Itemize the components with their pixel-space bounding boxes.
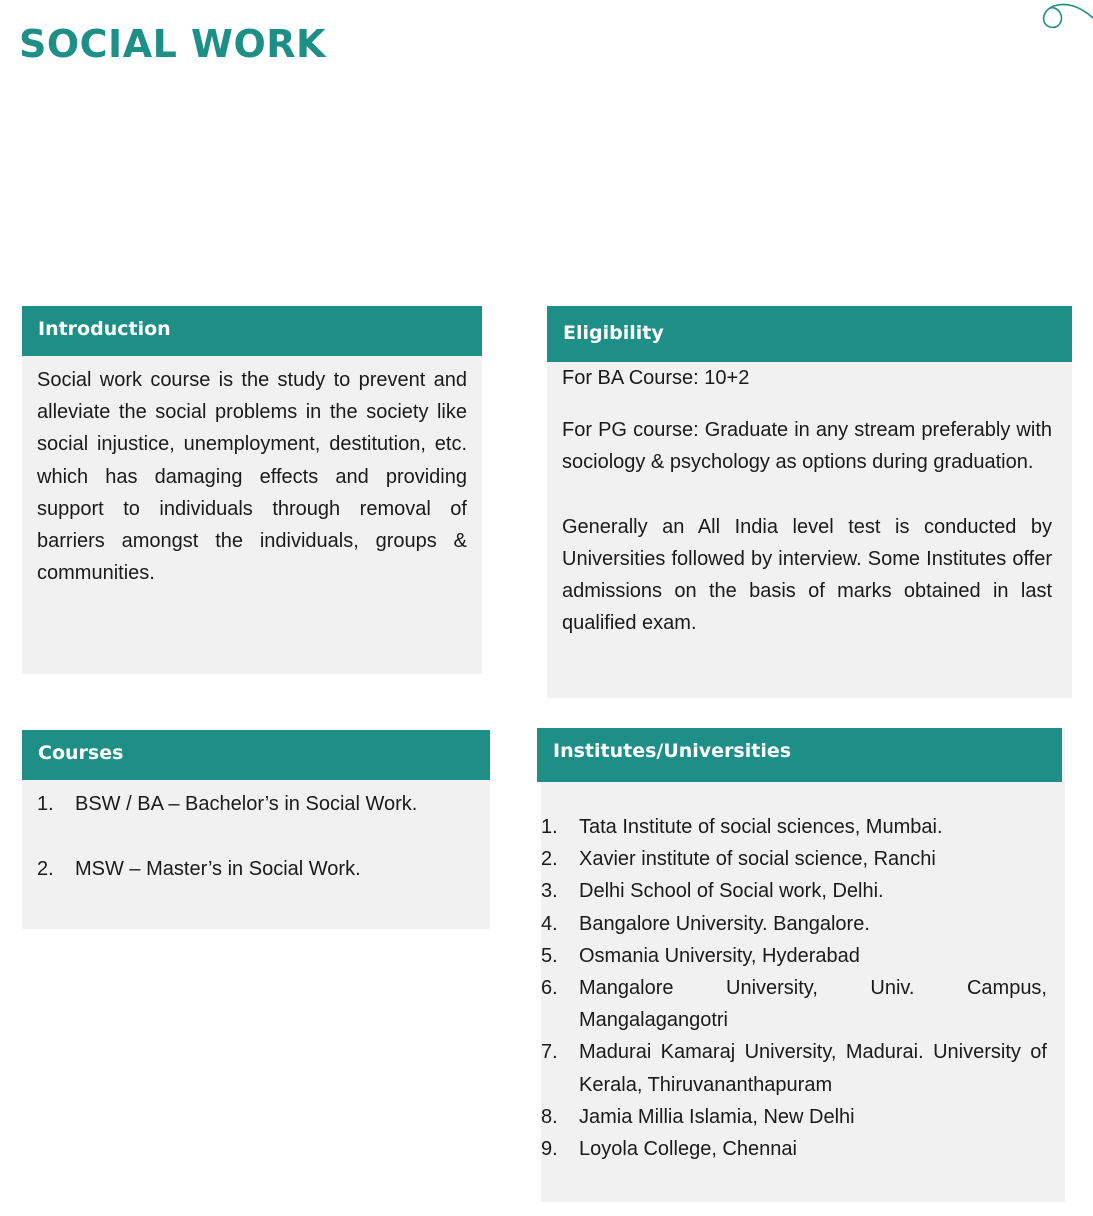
list-item (541, 940, 1047, 972)
eligibility-card (547, 306, 1072, 698)
institute-name: Xavier institute of social science, Ranchi (579, 848, 936, 871)
list-item (541, 1101, 1047, 1133)
list-item (541, 875, 1047, 907)
list-number: 3. (541, 880, 558, 903)
list-number: 2. (37, 858, 54, 881)
institutes-card (541, 728, 1065, 1202)
course-name: BSW / BA – Bachelor’s in Social Work. (75, 793, 418, 815)
list-item (541, 908, 1047, 940)
introduction-text: Social work course is the study to prevent and alleviate the social problems in the society like social injustice, unemployment, destitution, etc. which has damaging effects and providing support to individuals through removal of barriers amongst the individuals, groups & communities. (37, 369, 467, 585)
institute-name: Jamia Millia Islamia, New Delhi (579, 1105, 855, 1128)
list-item (37, 788, 475, 820)
institutes-heading: Institutes/Universities (537, 728, 1062, 782)
list-number: 8. (541, 1105, 558, 1128)
list-number: 5. (541, 944, 558, 967)
list-item (541, 972, 1047, 1036)
introduction-heading: Introduction (22, 306, 482, 356)
list-number: 9. (541, 1138, 558, 1161)
list-number: 4. (541, 912, 558, 935)
institute-name: Mangalore University, Univ. Campus, Mangalagangotri (579, 977, 1047, 1032)
list-item (37, 853, 475, 885)
institute-name: Bangalore University. Bangalore. (579, 912, 870, 935)
institutes-list (541, 811, 1047, 1165)
list-number: 1. (541, 816, 558, 838)
courses-card (22, 730, 490, 929)
course-name: MSW – Master’s in Social Work. (75, 858, 361, 881)
eligibility-ba: For BA Course: 10+2 (562, 367, 750, 389)
list-item (541, 843, 1047, 875)
list-item (541, 811, 1047, 843)
list-number: 2. (541, 848, 558, 871)
eligibility-pg: For PG course: Graduate in any stream preferably with sociology & psychology as options during graduation. (562, 419, 1052, 474)
list-item (541, 1133, 1047, 1165)
institute-name: Osmania University, Hyderabad (579, 944, 860, 967)
decorative-swirl (1036, 0, 1093, 32)
page-title: SOCIAL WORK (19, 22, 326, 66)
institute-name: Madurai Kamaraj University, Madurai. University of Kerala, Thiruvananthapuram (579, 1041, 1047, 1096)
institute-name: Loyola College, Chennai (579, 1138, 797, 1161)
list-number: 6. (541, 977, 558, 1000)
introduction-card (22, 306, 482, 674)
eligibility-general: Generally an All India level test is conducted by Universities followed by interview. Some Institutes offer admissions on the basis of marks obtained in last qualified exam. (562, 515, 1052, 635)
institute-name: Tata Institute of social sciences, Mumbai. (579, 816, 943, 838)
list-item (541, 1036, 1047, 1100)
list-number: 7. (541, 1041, 558, 1064)
list-number: 1. (37, 793, 54, 815)
courses-list (37, 788, 475, 885)
institute-name: Delhi School of Social work, Delhi. (579, 880, 884, 903)
eligibility-heading: Eligibility (547, 306, 1072, 362)
courses-heading: Courses (22, 730, 490, 780)
